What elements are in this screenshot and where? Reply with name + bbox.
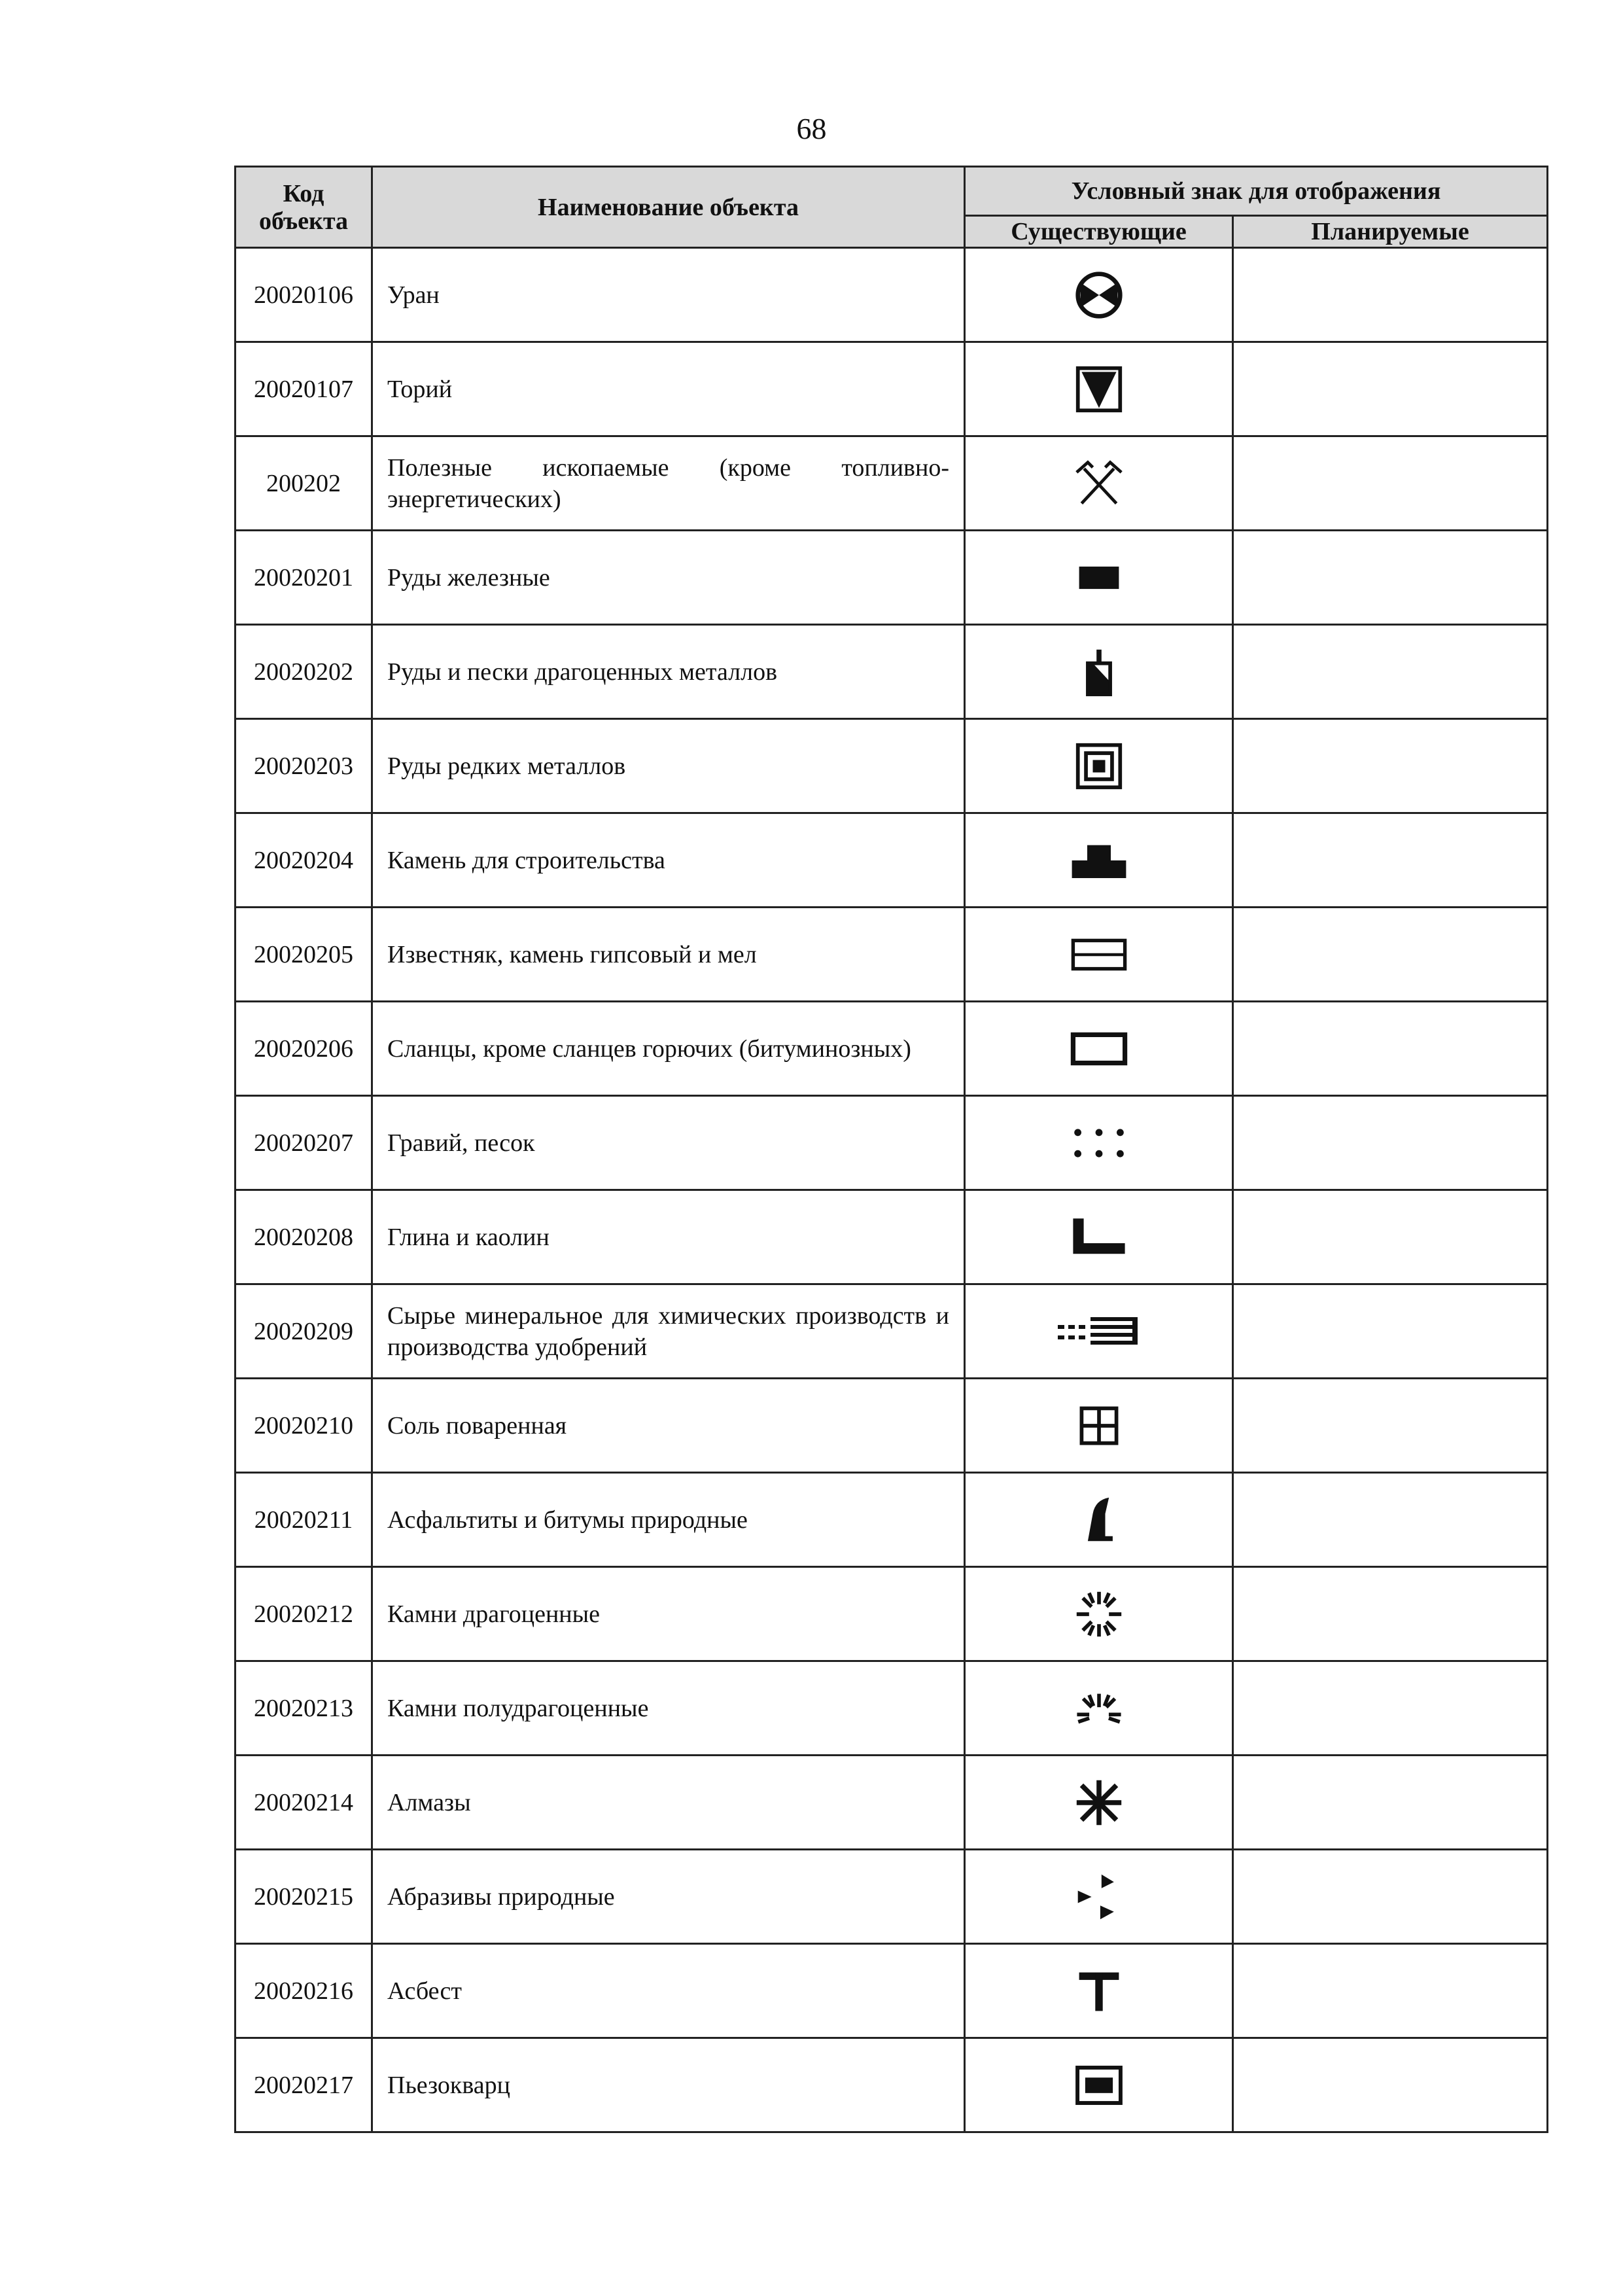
row-code: 20020202 <box>236 625 372 719</box>
precious-metals-icon <box>1074 647 1124 697</box>
row-name: Камни драгоценные <box>372 1567 965 1661</box>
row-name: Уран <box>372 248 965 342</box>
row-code: 20020207 <box>236 1096 372 1190</box>
row-code: 20020208 <box>236 1190 372 1284</box>
limestone-icon <box>1070 931 1128 978</box>
row-existing-symbol <box>965 719 1233 813</box>
row-name: Алмазы <box>372 1756 965 1850</box>
crossed-hammers-icon <box>1074 459 1124 508</box>
row-planned-symbol <box>1233 1096 1548 1190</box>
row-code: 20020210 <box>236 1379 372 1473</box>
row-name: Камень для строительства <box>372 813 965 908</box>
row-existing-symbol <box>965 1944 1233 2038</box>
table-row <box>236 342 1548 436</box>
row-planned-symbol <box>1233 1379 1548 1473</box>
row-name: Асфальтиты и битумы природные <box>372 1473 965 1567</box>
table-row <box>236 1756 1548 1850</box>
row-planned-symbol <box>1233 1002 1548 1096</box>
semiprecious-stones-icon <box>1074 1690 1124 1727</box>
header-planned: Планируемые <box>1233 216 1548 248</box>
row-code: 20020204 <box>236 813 372 908</box>
table-row <box>236 531 1548 625</box>
row-planned-symbol <box>1233 436 1548 531</box>
row-code: 20020214 <box>236 1756 372 1850</box>
table-row <box>236 2038 1548 2132</box>
legend-table <box>234 166 1548 2133</box>
table-row <box>236 1473 1548 1567</box>
shale-icon <box>1070 1025 1128 1072</box>
row-planned-symbol <box>1233 2038 1548 2132</box>
row-name: Известняк, камень гипсовый и мел <box>372 908 965 1002</box>
table-row <box>236 813 1548 908</box>
header-name: Наименование объекта <box>372 167 965 248</box>
row-name: Сырье минеральное для химических производств и производства удобрений <box>372 1284 965 1379</box>
row-existing-symbol <box>965 342 1233 436</box>
row-planned-symbol <box>1233 1756 1548 1850</box>
row-existing-symbol <box>965 1002 1233 1096</box>
row-existing-symbol <box>965 1567 1233 1661</box>
row-code: 20020212 <box>236 1567 372 1661</box>
gravel-sand-icon <box>1070 1120 1128 1167</box>
row-existing-symbol <box>965 625 1233 719</box>
row-planned-symbol <box>1233 1473 1548 1567</box>
row-name: Торий <box>372 342 965 436</box>
row-name: Глина и каолин <box>372 1190 965 1284</box>
abrasives-icon <box>1074 1872 1124 1922</box>
table-row <box>236 436 1548 531</box>
row-existing-symbol <box>965 1096 1233 1190</box>
building-stone-icon <box>1070 837 1128 884</box>
row-planned-symbol <box>1233 1850 1548 1944</box>
table-row <box>236 1002 1548 1096</box>
row-name: Камни полудрагоценные <box>372 1661 965 1756</box>
row-planned-symbol <box>1233 908 1548 1002</box>
row-existing-symbol <box>965 1850 1233 1944</box>
table-row <box>236 908 1548 1002</box>
table-row <box>236 248 1548 342</box>
diamond-icon <box>1074 1778 1124 1828</box>
row-name: Пьезокварц <box>372 2038 965 2132</box>
table-row <box>236 1284 1548 1379</box>
row-planned-symbol <box>1233 1567 1548 1661</box>
row-planned-symbol <box>1233 1190 1548 1284</box>
row-name: Руды редких металлов <box>372 719 965 813</box>
row-code: 20020213 <box>236 1661 372 1756</box>
table-row <box>236 1379 1548 1473</box>
page-number: 68 <box>796 112 827 145</box>
row-planned-symbol <box>1233 342 1548 436</box>
iron-ore-icon <box>1074 553 1124 603</box>
row-existing-symbol <box>965 1190 1233 1284</box>
row-planned-symbol <box>1233 1661 1548 1756</box>
row-code: 20020216 <box>236 1944 372 2038</box>
table-row <box>236 1567 1548 1661</box>
header-code: Код объекта <box>236 167 372 248</box>
row-planned-symbol <box>1233 813 1548 908</box>
row-planned-symbol <box>1233 1284 1548 1379</box>
row-existing-symbol <box>965 1473 1233 1567</box>
row-planned-symbol <box>1233 1944 1548 2038</box>
asphalt-icon <box>1074 1495 1124 1545</box>
row-code: 20020209 <box>236 1284 372 1379</box>
row-planned-symbol <box>1233 719 1548 813</box>
row-name: Руды и пески драгоценных металлов <box>372 625 965 719</box>
row-existing-symbol <box>965 1284 1233 1379</box>
row-code: 20020106 <box>236 248 372 342</box>
row-code: 200202 <box>236 436 372 531</box>
row-name: Соль поваренная <box>372 1379 965 1473</box>
row-code: 20020215 <box>236 1850 372 1944</box>
row-existing-symbol <box>965 436 1233 531</box>
rare-metals-icon <box>1074 741 1124 791</box>
clay-icon <box>1070 1214 1128 1261</box>
table-row <box>236 1096 1548 1190</box>
table-row <box>236 1850 1548 1944</box>
asbestos-icon <box>1074 1966 1124 2016</box>
row-planned-symbol <box>1233 531 1548 625</box>
table-row <box>236 1661 1548 1756</box>
row-existing-symbol <box>965 248 1233 342</box>
row-code: 20020107 <box>236 342 372 436</box>
row-existing-symbol <box>965 1661 1233 1756</box>
row-code: 20020206 <box>236 1002 372 1096</box>
row-planned-symbol <box>1233 248 1548 342</box>
piezoquartz-icon <box>1074 2060 1124 2110</box>
row-name: Абразивы природные <box>372 1850 965 1944</box>
row-existing-symbol <box>965 908 1233 1002</box>
header-symbol-group: Условный знак для отображения <box>965 167 1548 216</box>
row-name: Руды железные <box>372 531 965 625</box>
thorium-icon <box>1074 364 1124 414</box>
row-code: 20020201 <box>236 531 372 625</box>
row-name: Асбест <box>372 1944 965 2038</box>
row-existing-symbol <box>965 813 1233 908</box>
salt-icon <box>1074 1401 1124 1451</box>
table-row <box>236 1190 1548 1284</box>
row-existing-symbol <box>965 1756 1233 1850</box>
row-name: Гравий, песок <box>372 1096 965 1190</box>
chemical-raw-icon <box>1056 1312 1142 1351</box>
row-name: Сланцы, кроме сланцев горючих (битуминозных) <box>372 1002 965 1096</box>
row-existing-symbol <box>965 2038 1233 2132</box>
row-code: 20020211 <box>236 1473 372 1567</box>
precious-stones-icon <box>1074 1589 1124 1639</box>
row-planned-symbol <box>1233 625 1548 719</box>
row-code: 20020205 <box>236 908 372 1002</box>
table-row <box>236 1944 1548 2038</box>
uranium-icon <box>1074 270 1124 320</box>
table-row <box>236 719 1548 813</box>
header-existing: Существующие <box>965 216 1233 248</box>
row-code: 20020203 <box>236 719 372 813</box>
row-name: Полезные ископаемые (кроме топливно-энергетических) <box>372 436 965 531</box>
table-row <box>236 625 1548 719</box>
row-existing-symbol <box>965 1379 1233 1473</box>
row-existing-symbol <box>965 531 1233 625</box>
row-code: 20020217 <box>236 2038 372 2132</box>
